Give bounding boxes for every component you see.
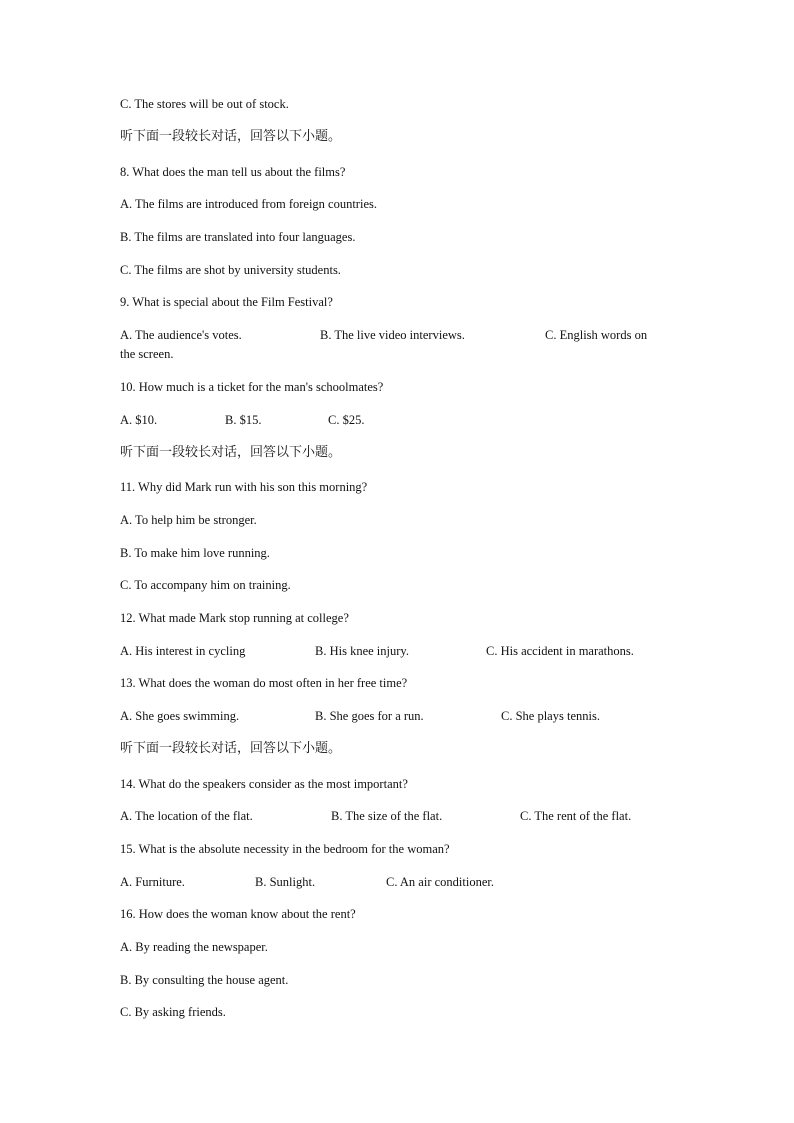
question-10: 10. How much is a ticket for the man's schoolmates?: [120, 380, 384, 394]
question-9: 9. What is special about the Film Festival?: [120, 295, 333, 309]
question-14: 14. What do the speakers consider as the most important?: [120, 777, 408, 791]
q7-option-c: C. The stores will be out of stock.: [120, 97, 289, 111]
q9-option-c-continued: the screen.: [120, 347, 174, 361]
q11-option-b: B. To make him love running.: [120, 546, 270, 560]
q13-option-c: C. She plays tennis.: [501, 709, 600, 723]
q8-option-a: A. The films are introduced from foreign countries.: [120, 197, 377, 211]
q14-option-b: B. The size of the flat.: [331, 809, 443, 823]
q16-option-a: A. By reading the newspaper.: [120, 940, 268, 954]
q14-option-c: C. The rent of the flat.: [520, 809, 632, 823]
q15-option-a: A. Furniture.: [120, 875, 185, 889]
q16-option-b: B. By consulting the house agent.: [120, 973, 289, 987]
section-instruction: 听下面一段较长对话，回答以下小题。: [120, 129, 342, 144]
q10-option-a: A. $10.: [120, 413, 158, 427]
q16-option-c: C. By asking friends.: [120, 1005, 226, 1019]
q15-option-c: C. An air conditioner.: [386, 875, 494, 889]
question-11: 11. Why did Mark run with his son this morning?: [120, 480, 368, 494]
question-16: 16. How does the woman know about the rent?: [120, 907, 356, 921]
q8-option-c: C. The films are shot by university students.: [120, 263, 341, 277]
q13-option-b: B. She goes for a run.: [315, 709, 424, 723]
q15-option-b: B. Sunlight.: [255, 875, 316, 889]
q9-option-c: C. English words on: [545, 328, 648, 342]
question-15: 15. What is the absolute necessity in the bedroom for the woman?: [120, 842, 450, 856]
q12-option-a: A. His interest in cycling: [120, 644, 246, 658]
q9-option-a: A. The audience's votes.: [120, 328, 242, 342]
question-12: 12. What made Mark stop running at college?: [120, 611, 349, 625]
q10-option-c: C. $25.: [328, 413, 365, 427]
section-instruction: 听下面一段较长对话，回答以下小题。: [120, 741, 342, 756]
section-instruction: 听下面一段较长对话，回答以下小题。: [120, 445, 342, 460]
q8-option-b: B. The films are translated into four languages.: [120, 230, 356, 244]
q10-option-b: B. $15.: [225, 413, 262, 427]
q9-option-b: B. The live video interviews.: [320, 328, 465, 342]
q14-option-a: A. The location of the flat.: [120, 809, 253, 823]
q13-option-a: A. She goes swimming.: [120, 709, 240, 723]
q12-option-c: C. His accident in marathons.: [486, 644, 634, 658]
question-8: 8. What does the man tell us about the films?: [120, 165, 346, 179]
question-13: 13. What does the woman do most often in her free time?: [120, 676, 408, 690]
q11-option-c: C. To accompany him on training.: [120, 578, 291, 592]
q12-option-b: B. His knee injury.: [315, 644, 409, 658]
q11-option-a: A. To help him be stronger.: [120, 513, 257, 527]
